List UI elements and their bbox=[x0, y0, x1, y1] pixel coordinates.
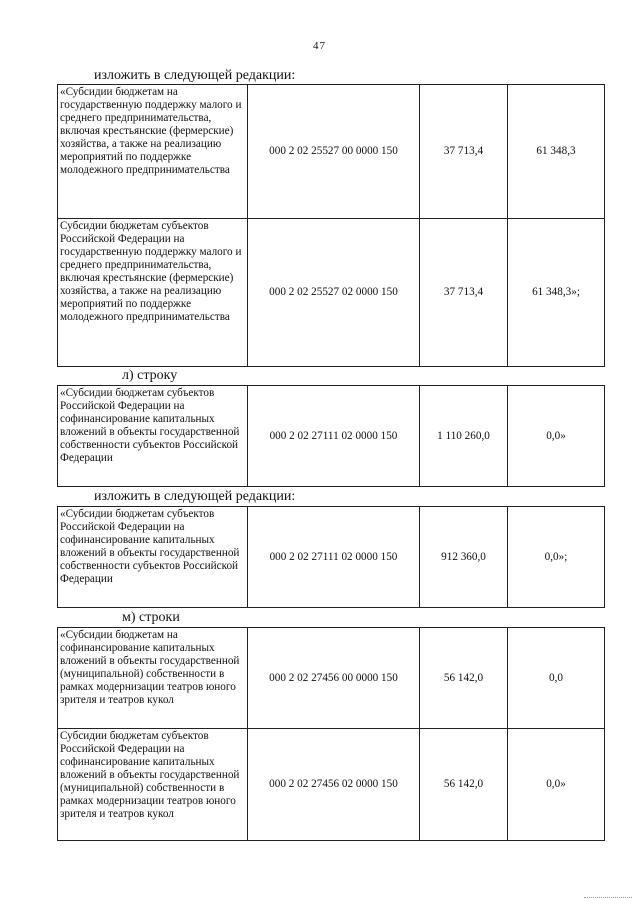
amount-cell-1: 56 142,0 bbox=[420, 729, 508, 841]
subsidy-name-cell: Субсидии бюджетам субъектов Российской Федерации на государственную поддержку малого и среднего предпринимательства, включая крестьянские (фермерские) хозяйства, а также на реализацию мероприятий по поддержке молодежного предпринимательства bbox=[58, 219, 248, 367]
table-row bbox=[58, 729, 605, 841]
amount-cell-2: 61 348,3»; bbox=[508, 219, 605, 367]
table-row bbox=[58, 386, 605, 487]
subsidy-name-cell: «Субсидии бюджетам на софинансирование капитальных вложений в объекты государственной (муниципальной) собственности в рамках модернизации театров юного зрителя и театров кукол bbox=[58, 628, 248, 729]
budget-table bbox=[57, 627, 605, 841]
amount-cell-2: 0,0»; bbox=[508, 507, 605, 608]
amount-cell-1: 1 110 260,0 bbox=[420, 386, 508, 487]
budget-code-cell: 000 2 02 25527 00 0000 150 bbox=[248, 85, 420, 219]
amount-cell-1: 37 713,4 bbox=[420, 85, 508, 219]
scan-mark bbox=[584, 897, 632, 901]
budget-code-cell: 000 2 02 27111 02 0000 150 bbox=[248, 386, 420, 487]
budget-code-cell: 000 2 02 27456 02 0000 150 bbox=[248, 729, 420, 841]
table-row bbox=[58, 85, 605, 219]
amount-cell-1: 37 713,4 bbox=[420, 219, 508, 367]
table-row bbox=[58, 219, 605, 367]
amount-cell-1: 56 142,0 bbox=[420, 628, 508, 729]
table-row bbox=[58, 628, 605, 729]
amount-cell-1: 912 360,0 bbox=[420, 507, 508, 608]
amount-cell-2: 0,0» bbox=[508, 386, 605, 487]
budget-table bbox=[57, 506, 605, 608]
subsidy-name-cell: «Субсидии бюджетам субъектов Российской Федерации на софинансирование капитальных вложений в объекты государственной собственности субъектов Российской Федерации bbox=[58, 386, 248, 487]
section-heading: л) строку bbox=[122, 368, 178, 383]
subsidy-name-cell: «Субсидии бюджетам субъектов Российской Федерации на софинансирование капитальных вложений в объекты государственной собственности субъектов Российской Федерации bbox=[58, 507, 248, 608]
amount-cell-2: 0,0» bbox=[508, 729, 605, 841]
budget-table bbox=[57, 385, 605, 487]
subsidy-name-cell: Субсидии бюджетам субъектов Российской Федерации на софинансирование капитальных вложений в объекты государственной (муниципальной) собственности в рамках модернизации театров юного зрителя и театров кукол bbox=[58, 729, 248, 841]
section-heading: изложить в следующей редакции: bbox=[94, 68, 296, 83]
budget-code-cell: 000 2 02 25527 02 0000 150 bbox=[248, 219, 420, 367]
section-heading: изложить в следующей редакции: bbox=[94, 489, 296, 504]
subsidy-name-cell: «Субсидии бюджетам на государственную поддержку малого и среднего предпринимательства, включая крестьянские (фермерские) хозяйства, а также на реализацию мероприятий по поддержке молодежного предпринимательства bbox=[58, 85, 248, 219]
table-row bbox=[58, 507, 605, 608]
section-heading: м) строки bbox=[122, 610, 180, 625]
amount-cell-2: 61 348,3 bbox=[508, 85, 605, 219]
budget-table bbox=[57, 84, 605, 367]
budget-code-cell: 000 2 02 27456 00 0000 150 bbox=[248, 628, 420, 729]
amount-cell-2: 0,0 bbox=[508, 628, 605, 729]
page-number: 47 bbox=[313, 40, 326, 52]
budget-code-cell: 000 2 02 27111 02 0000 150 bbox=[248, 507, 420, 608]
